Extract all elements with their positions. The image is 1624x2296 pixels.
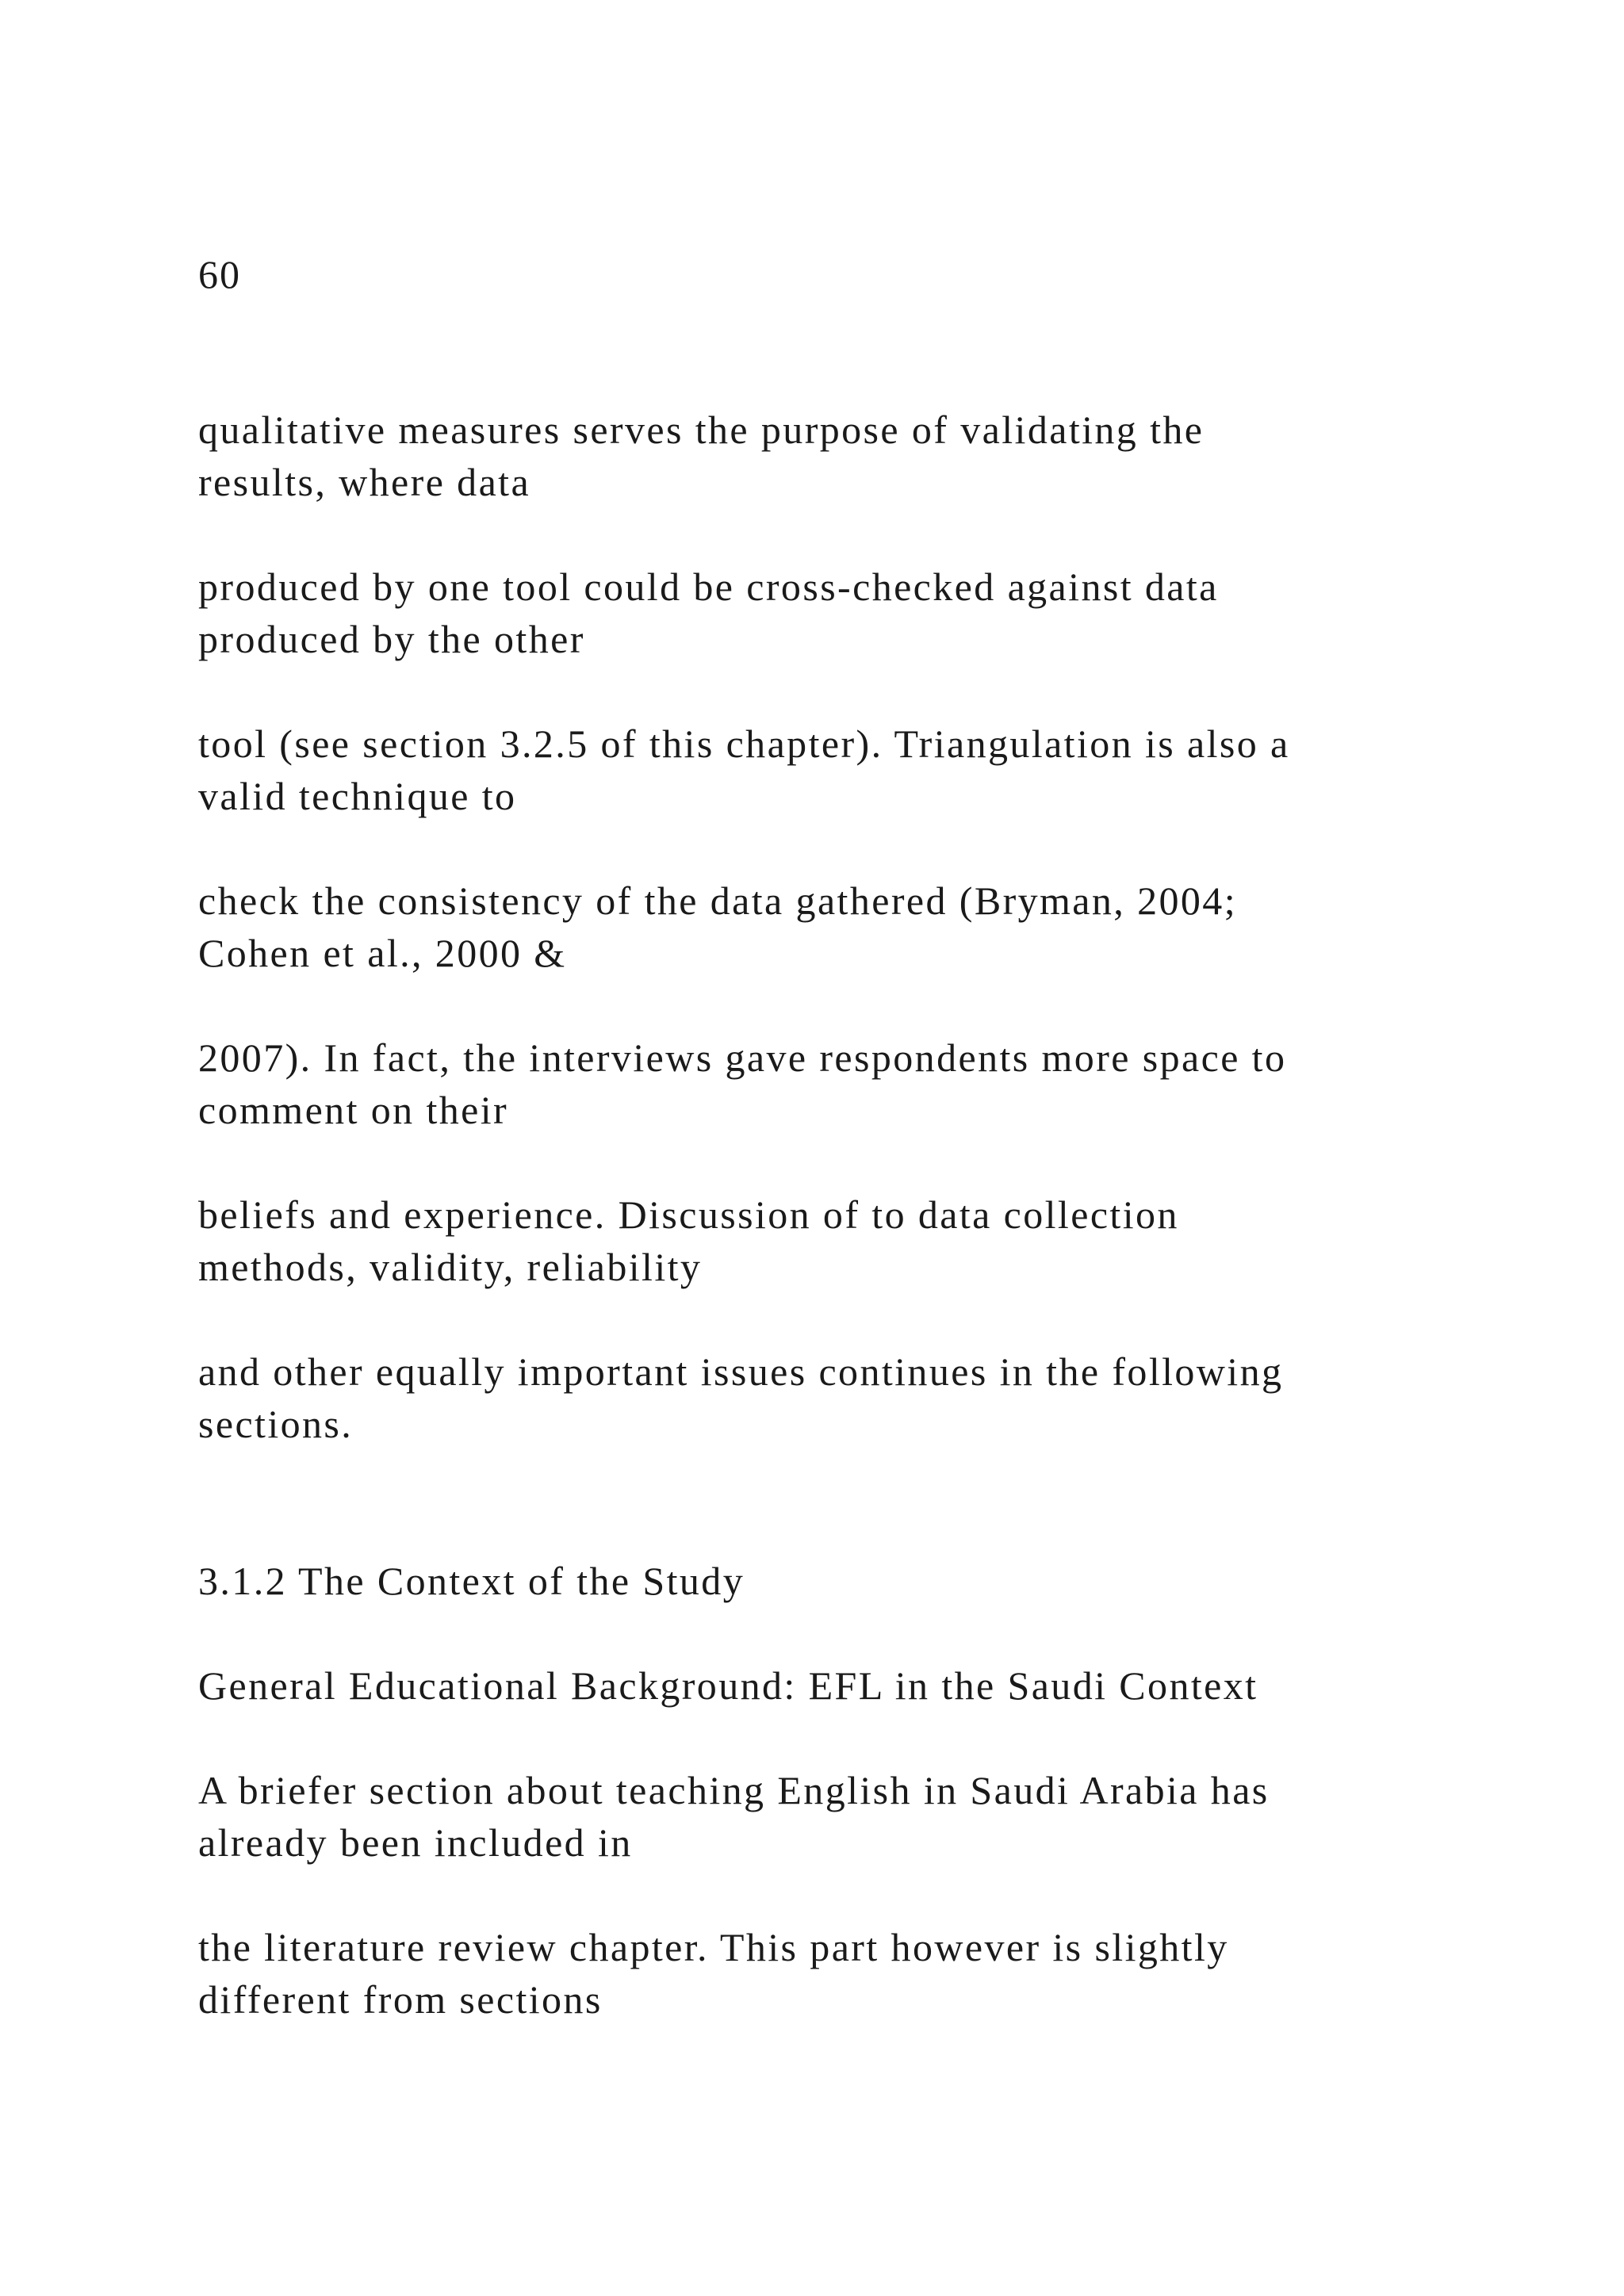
paragraph-6-line-1: beliefs and experience. Discussion of to data collection <box>198 1192 1179 1237</box>
page-number: 60 <box>198 252 241 297</box>
paragraph-8-line-1: A briefer section about teaching English in Saudi Arabia has <box>198 1768 1270 1812</box>
paragraph-1-line-2: results, where data <box>198 460 531 504</box>
paragraph-4-line-1: check the consistency of the data gathered (Bryman, 2004; <box>198 878 1237 923</box>
paragraph-9-line-1: the literature review chapter. This part however is slightly <box>198 1925 1229 1969</box>
paragraph-7-line-1: and other equally important issues continues in the following <box>198 1349 1284 1394</box>
paragraph-1-line-1: qualitative measures serves the purpose of validating the <box>198 408 1205 452</box>
paragraph-3-line-1: tool (see section 3.2.5 of this chapter). Triangulation is also a <box>198 721 1290 766</box>
paragraph-7-line-2: sections. <box>198 1402 354 1446</box>
paragraph-9-line-2: different from sections <box>198 1977 603 2022</box>
paragraph-8-line-2: already been included in <box>198 1820 633 1865</box>
paragraph-2-line-1: produced by one tool could be cross-checked against data <box>198 564 1219 609</box>
section-subheading: General Educational Background: EFL in the Saudi Context <box>198 1663 1258 1708</box>
paragraph-5-line-2: comment on their <box>198 1088 509 1132</box>
section-heading: 3.1.2 The Context of the Study <box>198 1559 745 1603</box>
paragraph-2-line-2: produced by the other <box>198 617 585 661</box>
paragraph-3-line-2: valid technique to <box>198 774 517 818</box>
paragraph-4-line-2: Cohen et al., 2000 & <box>198 931 567 975</box>
paragraph-6-line-2: methods, validity, reliability <box>198 1245 703 1289</box>
paragraph-5-line-1: 2007). In fact, the interviews gave respondents more space to <box>198 1035 1287 1080</box>
